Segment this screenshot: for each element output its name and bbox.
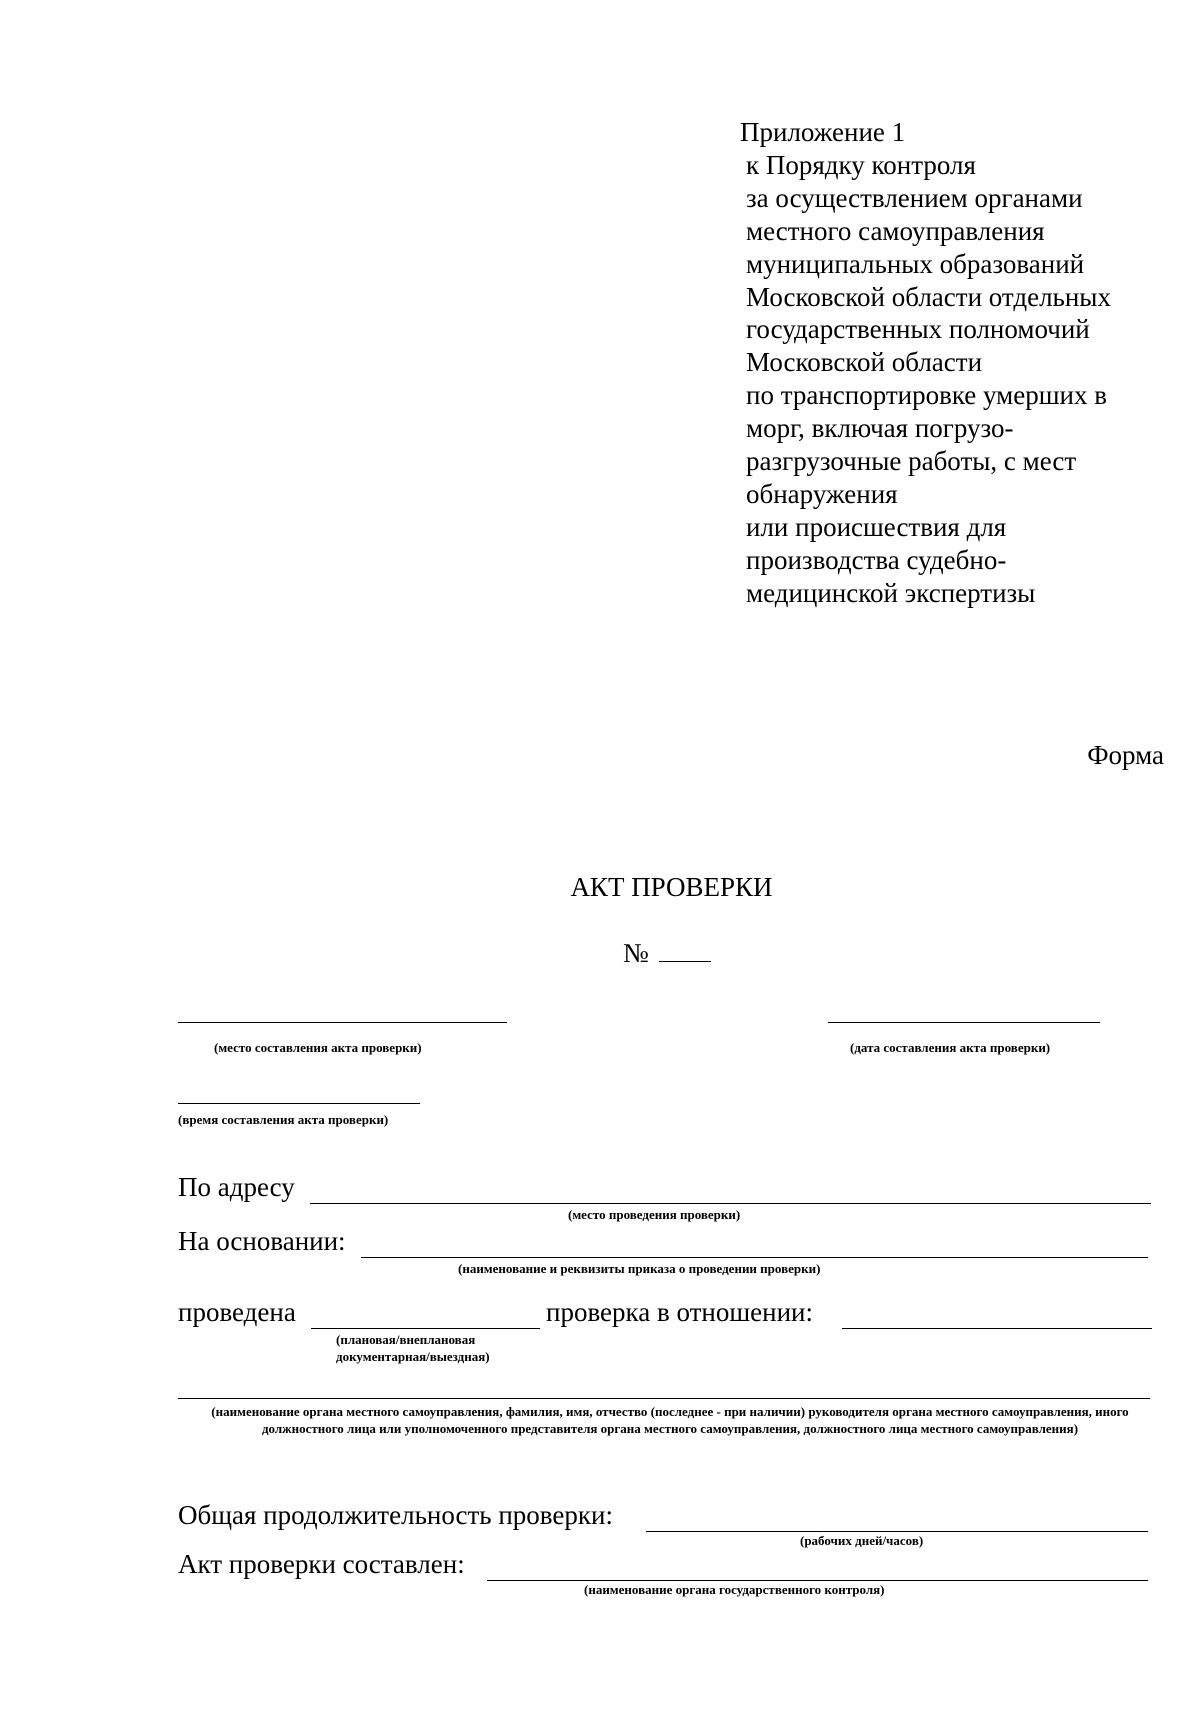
address-label: По адресу <box>178 1172 295 1202</box>
appendix-line: морг, включая погрузо- <box>746 413 1014 444</box>
time-caption: (время составления акта проверки) <box>178 1112 389 1127</box>
basis-caption: (наименование и реквизиты приказа о проведении проверки) <box>458 1261 821 1276</box>
check-type-caption: (плановая/внеплановая документарная/выездная) <box>336 1332 490 1364</box>
appendix-line: к Порядку контроля <box>746 149 976 180</box>
appendix-line: разгрузочные работы, с мест <box>746 446 1077 477</box>
appendix-block <box>740 116 1166 610</box>
appendix-line: Приложение 1 <box>740 117 906 147</box>
place-field[interactable] <box>178 1022 507 1023</box>
check-type-field[interactable] <box>311 1310 540 1329</box>
duration-field[interactable] <box>646 1513 1148 1532</box>
date-field[interactable] <box>828 1022 1100 1023</box>
appendix-line: муниципальных образований <box>746 248 1085 279</box>
number-sign: № <box>623 938 649 968</box>
subject-caption: (наименование органа местного самоуправления, фамилия, имя, отчество (последнее - при наличии) руководителя органа местного самоуправления, иного должностного лица или уполномоченного представителя органа местного самоуправления, должностного лица местного самоуправления) <box>211 1404 1129 1436</box>
appendix-line: обнаружения <box>746 478 898 509</box>
regarding-label: проверка в отношении: <box>546 1297 813 1327</box>
basis-field[interactable] <box>361 1239 1148 1258</box>
subject-field[interactable] <box>178 1398 1150 1399</box>
appendix-line: медицинской экспертизы <box>746 577 1036 608</box>
date-caption: (дата составления акта проверки) <box>850 1040 1051 1055</box>
conducted-label: проведена <box>178 1297 296 1327</box>
act-number-row <box>623 938 711 969</box>
basis-label: На основании: <box>178 1226 346 1256</box>
address-field[interactable] <box>310 1185 1151 1204</box>
appendix-line: государственных полномочий <box>746 314 1090 345</box>
compiled-caption: (наименование органа государственного контроля) <box>584 1582 885 1597</box>
time-field[interactable] <box>178 1103 420 1104</box>
duration-caption: (рабочих дней/часов) <box>800 1533 924 1548</box>
appendix-line: за осуществлением органами <box>746 182 1083 213</box>
document-title: АКТ ПРОВЕРКИ <box>570 872 773 902</box>
appendix-line: производства судебно- <box>746 544 1007 575</box>
place-caption: (место составления акта проверки) <box>214 1040 422 1055</box>
compiled-label: Акт проверки составлен: <box>178 1549 465 1579</box>
appendix-line: Московской области отдельных <box>746 281 1111 312</box>
act-number-field[interactable] <box>659 941 711 962</box>
appendix-line: по транспортировке умерших в <box>746 380 1107 411</box>
appendix-line: или происшествия для <box>746 511 1007 542</box>
appendix-line: Московской области <box>746 347 983 378</box>
compiled-field[interactable] <box>487 1562 1148 1581</box>
form-label: Форма <box>1087 740 1164 770</box>
address-caption: (место проведения проверки) <box>568 1207 741 1222</box>
duration-label: Общая продолжительность проверки: <box>178 1500 613 1530</box>
regarding-field[interactable] <box>842 1310 1152 1329</box>
appendix-line: местного самоуправления <box>746 215 1045 246</box>
